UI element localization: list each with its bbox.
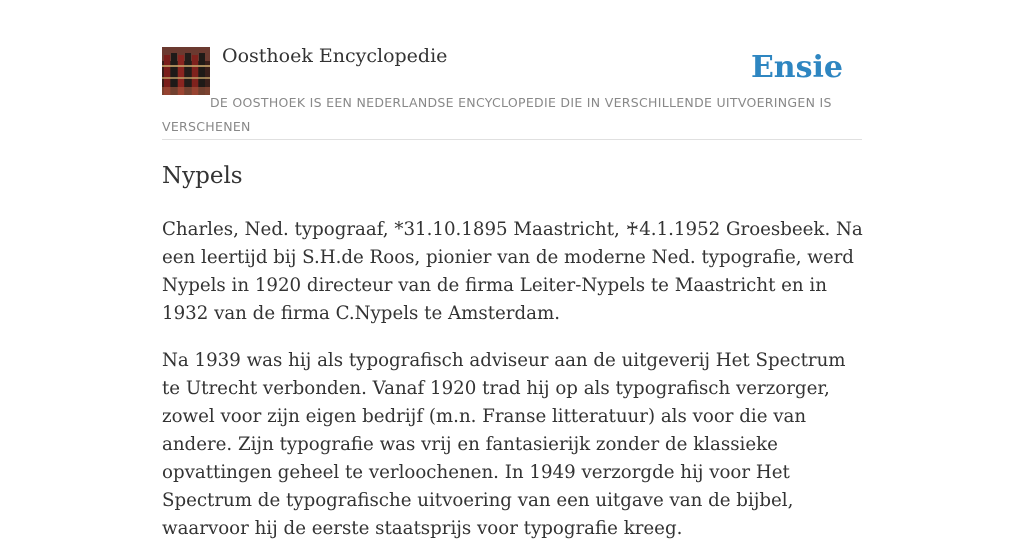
source-tagline: DE OOSTHOEK IS EEN NEDERLANDSE ENCYCLOPEDIE DIE IN VERSCHILLENDE UITVOERINGEN IS VERSCHENEN [162,95,832,134]
source-avatar[interactable] [162,47,210,95]
article-paragraph: Charles, Ned. typograaf, *31.10.1895 Maastricht, ♰4.1.1952 Groesbeek. Na een leertijd bij S.H.de Roos, pionier van de moderne Ned. typografie, werd Nypels in 1920 directeur van de firma Leiter-Nypels te Maastricht en in 1932 van de firma C.Nypels te Amsterdam. [162,219,863,324]
article-paragraph: Na 1939 was hij als typografisch adviseur aan de uitgeverij Het Spectrum te Utrecht verbonden. Vanaf 1920 trad hij op als typografisch verzorger, zowel voor zijn eigen bedrijf (m.n. Franse litteratuur) als voor die van andere. Zijn typografie was vrij en fantasierijk zonder de klassieke opvattingen geheel te verloochenen. In 1949 verzorgde hij voor Het Spectrum de typografische uitvoering van een uitgave van de bijbel, waarvoor hij de eerste staatsprijs voor typografie kreeg. [162,350,846,539]
article-title: Nypels [162,163,243,189]
header-divider [162,139,862,140]
encyclopedia-books-icon [162,47,210,95]
brand-logo-link[interactable]: Ensie [750,50,843,85]
source-name-link[interactable]: Oosthoek Encyclopedie [222,45,448,67]
